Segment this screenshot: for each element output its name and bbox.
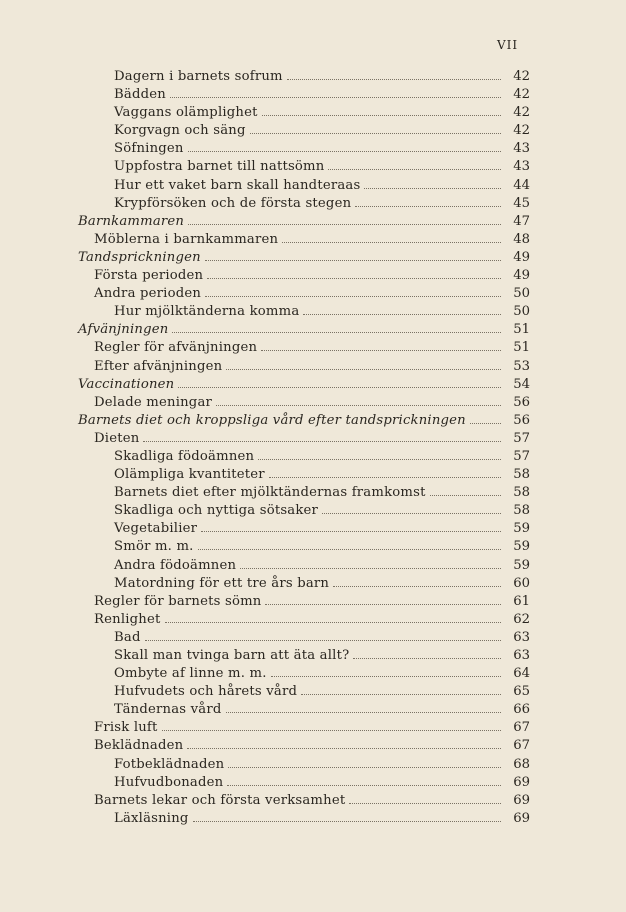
dot-leader [430, 495, 501, 496]
dot-leader [207, 278, 501, 279]
dot-leader [333, 586, 501, 587]
toc-entry [78, 737, 530, 755]
toc-entry [78, 376, 530, 394]
toc-entry-title: Andra perioden [94, 286, 202, 302]
dot-leader [170, 97, 501, 98]
toc-entry [78, 774, 530, 792]
toc-entry-title: Hufvudbonaden [114, 774, 224, 790]
toc-entry [78, 647, 530, 665]
toc-entry-page: 49 [513, 268, 530, 284]
toc-entry-title: Hufvudets och hårets vård [114, 684, 298, 700]
dot-leader [301, 694, 501, 695]
toc-entry-page: 63 [513, 629, 530, 645]
toc-entry-page: 65 [513, 684, 530, 700]
dot-leader [353, 658, 501, 659]
toc-entry [78, 756, 530, 774]
toc-entry [78, 358, 530, 376]
dot-leader [470, 423, 501, 424]
toc-entry [78, 430, 530, 448]
toc-entry-page: 51 [513, 340, 530, 356]
dot-leader [198, 549, 501, 550]
toc-entry-page: 57 [513, 430, 530, 446]
toc-entry [78, 68, 530, 86]
dot-leader [143, 441, 501, 442]
dot-leader [178, 387, 501, 388]
toc-entry-title: Barnets diet och kroppsliga vård efter tandsprickningen [78, 412, 466, 428]
toc-entry-page: 42 [513, 69, 530, 84]
dot-leader [172, 332, 501, 333]
dot-leader [258, 459, 501, 460]
toc-entry-page: 69 [513, 810, 530, 826]
toc-entry [78, 629, 530, 647]
toc-entry-title: Tandsprickningen [78, 249, 201, 265]
dot-leader [205, 296, 501, 297]
dot-leader [287, 79, 501, 80]
toc-entry-title: Afvänjningen [78, 322, 169, 338]
toc-entry-title: Hur ett vaket barn skall handteraas [114, 177, 361, 193]
toc-entry-page: 67 [513, 738, 530, 754]
toc-entry-title: Ombyte af linne m. m. [114, 666, 267, 682]
toc-entry-page: 69 [513, 792, 530, 808]
toc-entry-title: Första perioden [94, 268, 204, 284]
toc-entry-title: Skall man tvinga barn att äta allt? [114, 648, 350, 663]
dot-leader [364, 188, 501, 189]
dot-leader [227, 785, 501, 786]
toc-entry-page: 47 [513, 213, 530, 229]
toc-entry-title: Krypförsöken och de första stegen [114, 195, 352, 211]
toc-entry [78, 140, 530, 158]
toc-entry-page: 42 [513, 87, 530, 103]
toc-entry [78, 339, 530, 357]
toc-entry-title: Vegetabilier [114, 521, 198, 537]
toc-entry-page: 63 [513, 648, 530, 663]
toc-entry-page: 44 [513, 177, 530, 193]
toc-entry [78, 412, 530, 430]
toc-entry-page: 42 [513, 123, 530, 139]
toc-entry-title: Dagern i barnets sofrum [114, 69, 283, 84]
dot-leader [240, 568, 501, 569]
toc-entry [78, 810, 530, 828]
toc-entry [78, 719, 530, 737]
toc-entry-page: 57 [513, 448, 530, 464]
toc-entry-page: 56 [513, 394, 530, 410]
toc-entry [78, 502, 530, 520]
toc-entry [78, 303, 530, 321]
toc-entry-page: 56 [513, 412, 530, 428]
toc-entry [78, 177, 530, 195]
toc-entry [78, 448, 530, 466]
toc-entry-title: Tändernas vård [114, 702, 222, 718]
toc-entry-title: Skadliga och nyttiga sötsaker [114, 503, 319, 519]
dot-leader [201, 531, 501, 532]
dot-leader [216, 405, 501, 406]
dot-leader [322, 513, 501, 514]
toc-entry-title: Olämpliga kvantiteter [114, 467, 265, 483]
toc-entry [78, 285, 530, 303]
toc-entry [78, 538, 530, 556]
dot-leader [328, 169, 501, 170]
toc-entry-page: 67 [513, 720, 530, 736]
dot-leader [228, 767, 501, 768]
toc-entry-title: Frisk luft [94, 720, 158, 736]
toc-entry-page: 64 [513, 666, 530, 682]
toc-entry-title: Efter afvänjningen [94, 358, 223, 374]
toc-entry-page: 66 [513, 702, 530, 718]
toc-entry-title: Delade meningar [94, 394, 213, 410]
toc-entry-page: 58 [513, 503, 530, 519]
toc-entry-page: 59 [513, 521, 530, 537]
toc-entry-title: Bad [114, 629, 141, 645]
toc-entry-page: 49 [513, 249, 530, 265]
dot-leader [187, 748, 501, 749]
toc-entry [78, 104, 530, 122]
toc-entry-title: Vaggans olämplighet [114, 105, 258, 121]
toc-entry [78, 792, 530, 810]
toc-entry [78, 466, 530, 484]
toc-entry-title: Möblerna i barnkammaren [94, 231, 279, 247]
toc-entry-title: Renlighet [94, 611, 161, 627]
toc-entry-title: Skadliga födoämnen [114, 448, 255, 464]
toc-entry-page: 43 [513, 141, 530, 157]
toc-entry-title: Dieten [94, 430, 140, 446]
toc-entry-title: Smör m. m. [114, 539, 194, 555]
toc-entry [78, 557, 530, 575]
toc-entry [78, 484, 530, 502]
toc-entry-page: 61 [513, 593, 530, 609]
dot-leader [165, 622, 501, 623]
toc-entry [78, 249, 530, 267]
toc-entry-title: Matordning för ett tre års barn [114, 575, 330, 591]
toc-entry [78, 683, 530, 701]
toc-entry [78, 394, 530, 412]
toc-entry-page: 68 [513, 756, 530, 772]
toc-entry-title: Barnets diet efter mjölktändernas framkomst [114, 485, 426, 501]
dot-leader [162, 730, 501, 731]
toc-entry-page: 62 [513, 611, 530, 627]
toc-entry-page: 42 [513, 105, 530, 121]
toc-entry [78, 158, 530, 176]
toc-entry [78, 267, 530, 285]
toc-entry-title: Regler för barnets sömn [94, 593, 262, 609]
dot-leader [282, 242, 501, 243]
toc-entry-page: 43 [513, 159, 530, 175]
toc-entry-page: 59 [513, 557, 530, 573]
dot-leader [226, 712, 502, 713]
toc-entry-title: Läxläsning [114, 810, 189, 826]
toc-entry-page: 59 [513, 539, 530, 555]
toc-entry-page: 58 [513, 467, 530, 483]
dot-leader [250, 133, 501, 134]
dot-leader [269, 477, 501, 478]
dot-leader [262, 115, 501, 116]
toc-entry [78, 701, 530, 719]
toc-entry-title: Vaccinationen [78, 376, 175, 392]
dot-leader [261, 350, 501, 351]
toc-entry [78, 122, 530, 140]
toc-entry [78, 665, 530, 683]
toc-entry-title: Hur mjölktänderna komma [114, 304, 300, 320]
dot-leader [188, 224, 501, 225]
toc-entry-page: 54 [513, 376, 530, 392]
toc-entry [78, 321, 530, 339]
toc-entry-page: 50 [513, 304, 530, 320]
toc-entry-title: Korgvagn och säng [114, 123, 246, 139]
toc-entry-page: 48 [513, 231, 530, 247]
dot-leader [188, 151, 501, 152]
toc-entry [78, 213, 530, 231]
toc-entry [78, 520, 530, 538]
toc-entry-title: Barnkammaren [78, 213, 185, 229]
toc-entry-page: 50 [513, 286, 530, 302]
toc-entry [78, 593, 530, 611]
toc-entry-title: Barnets lekar och första verksamhet [94, 792, 346, 808]
toc-entry-title: Fotbeklädnaden [114, 756, 225, 772]
dot-leader [355, 206, 501, 207]
toc-entry [78, 611, 530, 629]
toc-entry [78, 86, 530, 104]
dot-leader [271, 676, 501, 677]
dot-leader [145, 640, 501, 641]
toc-entry-title: Beklädnaden [94, 738, 184, 754]
toc-entry-page: 53 [513, 358, 530, 374]
toc-entry-title: Söfningen [114, 141, 184, 157]
toc-entry-page: 45 [513, 195, 530, 211]
toc-entry-title: Regler för afvänjningen [94, 340, 258, 356]
table-of-contents [78, 68, 530, 828]
dot-leader [193, 821, 501, 822]
toc-entry-page: 69 [513, 774, 530, 790]
toc-entry [78, 575, 530, 593]
dot-leader [265, 604, 501, 605]
toc-entry [78, 231, 530, 249]
toc-entry-page: 51 [513, 322, 530, 338]
toc-entry [78, 195, 530, 213]
dot-leader [303, 314, 501, 315]
toc-entry-title: Andra födoämnen [114, 557, 237, 573]
toc-entry-page: 60 [513, 575, 530, 591]
page-number: VII [497, 38, 519, 52]
toc-entry-title: Bädden [114, 87, 166, 103]
dot-leader [349, 803, 501, 804]
toc-entry-page: 58 [513, 485, 530, 501]
toc-entry-title: Uppfostra barnet till nattsömn [114, 159, 325, 175]
dot-leader [205, 260, 501, 261]
dot-leader [226, 369, 501, 370]
